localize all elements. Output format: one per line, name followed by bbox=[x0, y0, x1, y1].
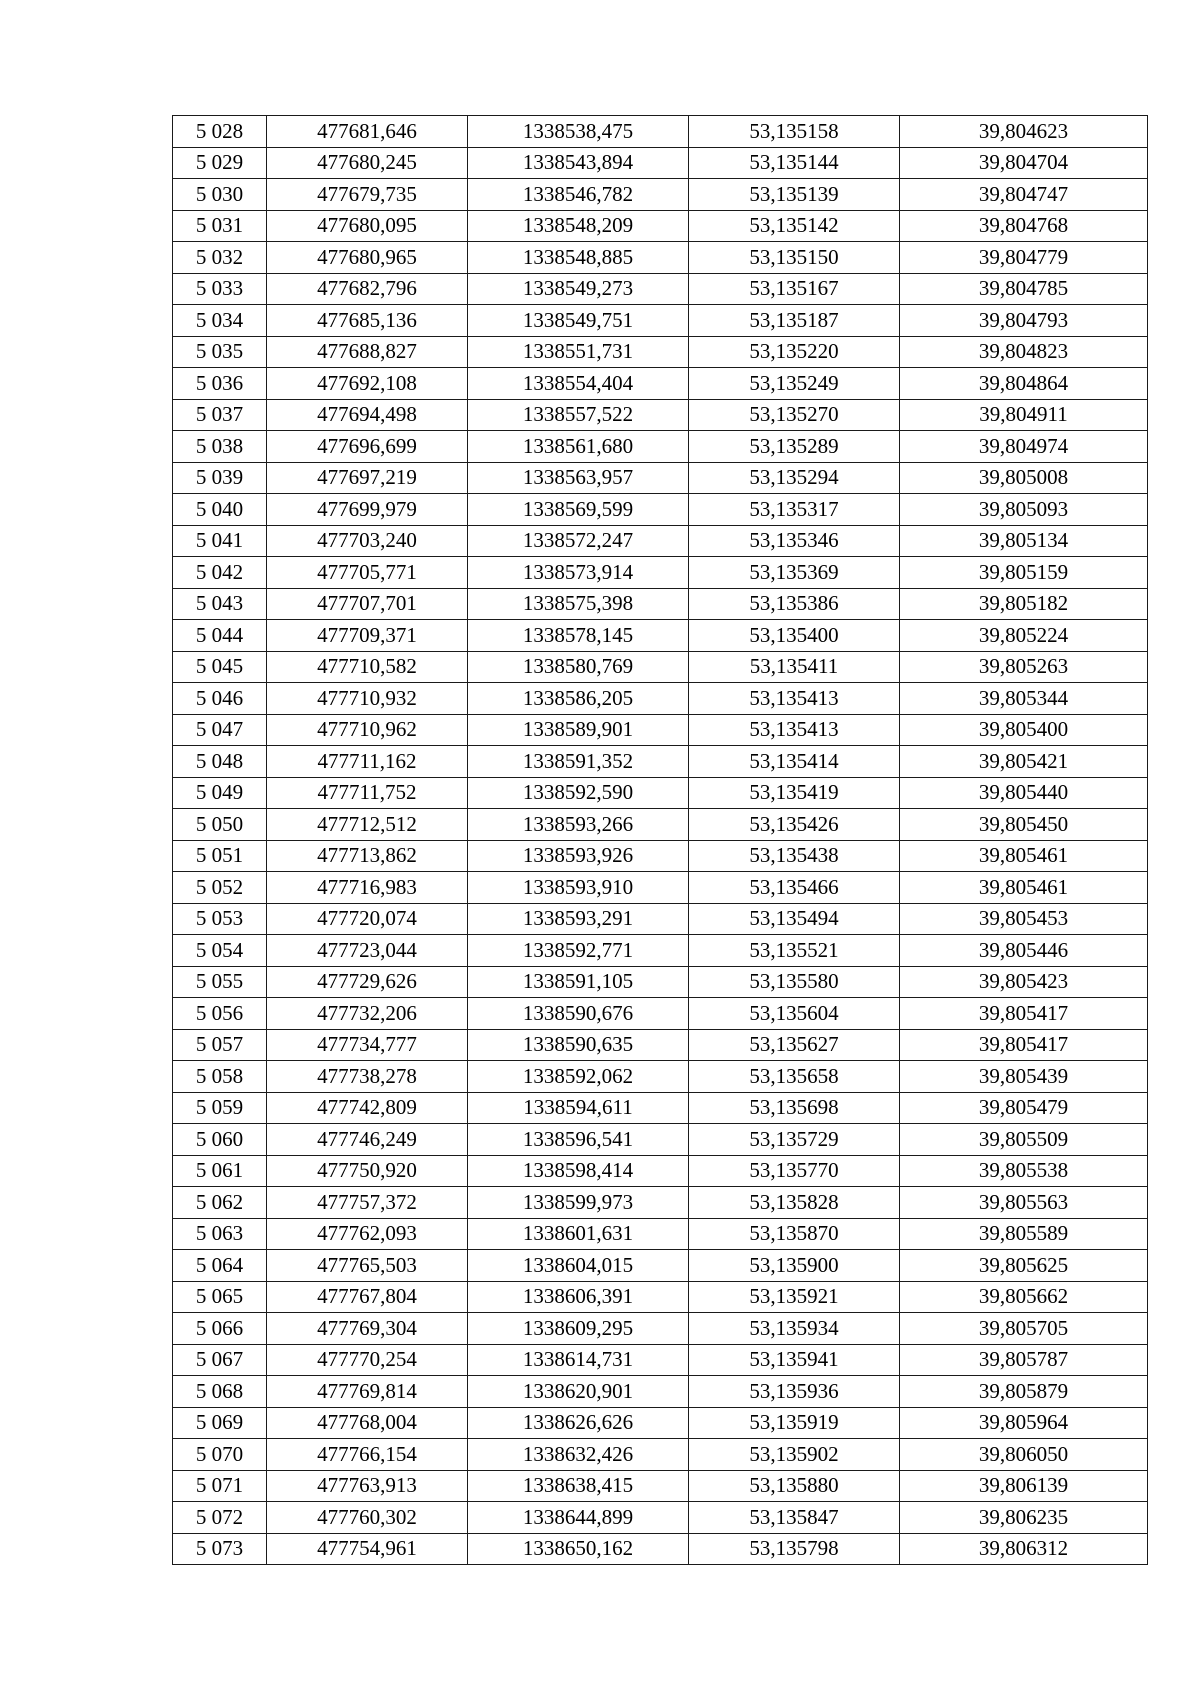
x-coordinate-cell: 477692,108 bbox=[267, 368, 468, 400]
y-coordinate-cell: 1338626,626 bbox=[468, 1407, 689, 1439]
latitude-cell: 53,135144 bbox=[689, 147, 900, 179]
latitude-cell: 53,135317 bbox=[689, 494, 900, 526]
x-coordinate-cell: 477680,245 bbox=[267, 147, 468, 179]
longitude-cell: 39,806050 bbox=[900, 1439, 1148, 1471]
latitude-cell: 53,135400 bbox=[689, 620, 900, 652]
longitude-cell: 39,805224 bbox=[900, 620, 1148, 652]
x-coordinate-cell: 477766,154 bbox=[267, 1439, 468, 1471]
longitude-cell: 39,805093 bbox=[900, 494, 1148, 526]
x-coordinate-cell: 477711,752 bbox=[267, 777, 468, 809]
x-coordinate-cell: 477694,498 bbox=[267, 399, 468, 431]
point-number-cell: 5 041 bbox=[173, 525, 267, 557]
point-number-cell: 5 051 bbox=[173, 840, 267, 872]
point-number-cell: 5 058 bbox=[173, 1061, 267, 1093]
table-row bbox=[173, 1250, 1148, 1282]
latitude-cell: 53,135880 bbox=[689, 1470, 900, 1502]
longitude-cell: 39,805461 bbox=[900, 840, 1148, 872]
longitude-cell: 39,805964 bbox=[900, 1407, 1148, 1439]
latitude-cell: 53,135580 bbox=[689, 966, 900, 998]
x-coordinate-cell: 477738,278 bbox=[267, 1061, 468, 1093]
table-row bbox=[173, 1502, 1148, 1534]
point-number-cell: 5 034 bbox=[173, 305, 267, 337]
latitude-cell: 53,135466 bbox=[689, 872, 900, 904]
y-coordinate-cell: 1338609,295 bbox=[468, 1313, 689, 1345]
x-coordinate-cell: 477696,699 bbox=[267, 431, 468, 463]
latitude-cell: 53,135150 bbox=[689, 242, 900, 274]
table-row bbox=[173, 998, 1148, 1030]
x-coordinate-cell: 477710,962 bbox=[267, 714, 468, 746]
point-number-cell: 5 032 bbox=[173, 242, 267, 274]
latitude-cell: 53,135627 bbox=[689, 1029, 900, 1061]
coordinates-table bbox=[172, 115, 1148, 1565]
longitude-cell: 39,805879 bbox=[900, 1376, 1148, 1408]
point-number-cell: 5 030 bbox=[173, 179, 267, 211]
latitude-cell: 53,135900 bbox=[689, 1250, 900, 1282]
longitude-cell: 39,805182 bbox=[900, 588, 1148, 620]
longitude-cell: 39,804864 bbox=[900, 368, 1148, 400]
x-coordinate-cell: 477681,646 bbox=[267, 116, 468, 148]
point-number-cell: 5 037 bbox=[173, 399, 267, 431]
latitude-cell: 53,135494 bbox=[689, 903, 900, 935]
point-number-cell: 5 065 bbox=[173, 1281, 267, 1313]
longitude-cell: 39,806312 bbox=[900, 1533, 1148, 1565]
point-number-cell: 5 064 bbox=[173, 1250, 267, 1282]
longitude-cell: 39,804911 bbox=[900, 399, 1148, 431]
latitude-cell: 53,135798 bbox=[689, 1533, 900, 1565]
table-row bbox=[173, 147, 1148, 179]
table-row bbox=[173, 714, 1148, 746]
x-coordinate-cell: 477767,804 bbox=[267, 1281, 468, 1313]
table-row bbox=[173, 1376, 1148, 1408]
x-coordinate-cell: 477685,136 bbox=[267, 305, 468, 337]
longitude-cell: 39,805479 bbox=[900, 1092, 1148, 1124]
latitude-cell: 53,135870 bbox=[689, 1218, 900, 1250]
longitude-cell: 39,804823 bbox=[900, 336, 1148, 368]
longitude-cell: 39,804747 bbox=[900, 179, 1148, 211]
x-coordinate-cell: 477703,240 bbox=[267, 525, 468, 557]
table-row bbox=[173, 683, 1148, 715]
longitude-cell: 39,804785 bbox=[900, 273, 1148, 305]
point-number-cell: 5 057 bbox=[173, 1029, 267, 1061]
table-row bbox=[173, 840, 1148, 872]
table-row bbox=[173, 620, 1148, 652]
y-coordinate-cell: 1338593,910 bbox=[468, 872, 689, 904]
point-number-cell: 5 043 bbox=[173, 588, 267, 620]
point-number-cell: 5 069 bbox=[173, 1407, 267, 1439]
point-number-cell: 5 063 bbox=[173, 1218, 267, 1250]
longitude-cell: 39,806139 bbox=[900, 1470, 1148, 1502]
y-coordinate-cell: 1338590,635 bbox=[468, 1029, 689, 1061]
longitude-cell: 39,805423 bbox=[900, 966, 1148, 998]
y-coordinate-cell: 1338593,926 bbox=[468, 840, 689, 872]
table-row bbox=[173, 1061, 1148, 1093]
y-coordinate-cell: 1338620,901 bbox=[468, 1376, 689, 1408]
point-number-cell: 5 050 bbox=[173, 809, 267, 841]
longitude-cell: 39,805134 bbox=[900, 525, 1148, 557]
y-coordinate-cell: 1338593,291 bbox=[468, 903, 689, 935]
x-coordinate-cell: 477709,371 bbox=[267, 620, 468, 652]
x-coordinate-cell: 477699,979 bbox=[267, 494, 468, 526]
point-number-cell: 5 033 bbox=[173, 273, 267, 305]
x-coordinate-cell: 477710,932 bbox=[267, 683, 468, 715]
y-coordinate-cell: 1338551,731 bbox=[468, 336, 689, 368]
x-coordinate-cell: 477760,302 bbox=[267, 1502, 468, 1534]
x-coordinate-cell: 477734,777 bbox=[267, 1029, 468, 1061]
x-coordinate-cell: 477680,095 bbox=[267, 210, 468, 242]
table-row bbox=[173, 1533, 1148, 1565]
x-coordinate-cell: 477688,827 bbox=[267, 336, 468, 368]
point-number-cell: 5 059 bbox=[173, 1092, 267, 1124]
latitude-cell: 53,135941 bbox=[689, 1344, 900, 1376]
y-coordinate-cell: 1338573,914 bbox=[468, 557, 689, 589]
latitude-cell: 53,135604 bbox=[689, 998, 900, 1030]
table-row bbox=[173, 872, 1148, 904]
table-row bbox=[173, 336, 1148, 368]
point-number-cell: 5 028 bbox=[173, 116, 267, 148]
y-coordinate-cell: 1338590,676 bbox=[468, 998, 689, 1030]
x-coordinate-cell: 477754,961 bbox=[267, 1533, 468, 1565]
point-number-cell: 5 040 bbox=[173, 494, 267, 526]
x-coordinate-cell: 477732,206 bbox=[267, 998, 468, 1030]
latitude-cell: 53,135419 bbox=[689, 777, 900, 809]
table-row bbox=[173, 1313, 1148, 1345]
latitude-cell: 53,135289 bbox=[689, 431, 900, 463]
x-coordinate-cell: 477746,249 bbox=[267, 1124, 468, 1156]
x-coordinate-cell: 477697,219 bbox=[267, 462, 468, 494]
longitude-cell: 39,806235 bbox=[900, 1502, 1148, 1534]
y-coordinate-cell: 1338604,015 bbox=[468, 1250, 689, 1282]
y-coordinate-cell: 1338592,590 bbox=[468, 777, 689, 809]
table-row bbox=[173, 368, 1148, 400]
x-coordinate-cell: 477679,735 bbox=[267, 179, 468, 211]
y-coordinate-cell: 1338592,062 bbox=[468, 1061, 689, 1093]
y-coordinate-cell: 1338598,414 bbox=[468, 1155, 689, 1187]
table-row bbox=[173, 1439, 1148, 1471]
x-coordinate-cell: 477762,093 bbox=[267, 1218, 468, 1250]
x-coordinate-cell: 477712,512 bbox=[267, 809, 468, 841]
latitude-cell: 53,135369 bbox=[689, 557, 900, 589]
latitude-cell: 53,135426 bbox=[689, 809, 900, 841]
point-number-cell: 5 029 bbox=[173, 147, 267, 179]
x-coordinate-cell: 477765,503 bbox=[267, 1250, 468, 1282]
longitude-cell: 39,805263 bbox=[900, 651, 1148, 683]
latitude-cell: 53,135698 bbox=[689, 1092, 900, 1124]
point-number-cell: 5 045 bbox=[173, 651, 267, 683]
y-coordinate-cell: 1338575,398 bbox=[468, 588, 689, 620]
point-number-cell: 5 038 bbox=[173, 431, 267, 463]
longitude-cell: 39,805450 bbox=[900, 809, 1148, 841]
y-coordinate-cell: 1338580,769 bbox=[468, 651, 689, 683]
y-coordinate-cell: 1338549,273 bbox=[468, 273, 689, 305]
x-coordinate-cell: 477750,920 bbox=[267, 1155, 468, 1187]
table-row bbox=[173, 1470, 1148, 1502]
longitude-cell: 39,805344 bbox=[900, 683, 1148, 715]
latitude-cell: 53,135847 bbox=[689, 1502, 900, 1534]
latitude-cell: 53,135413 bbox=[689, 714, 900, 746]
point-number-cell: 5 068 bbox=[173, 1376, 267, 1408]
y-coordinate-cell: 1338614,731 bbox=[468, 1344, 689, 1376]
latitude-cell: 53,135413 bbox=[689, 683, 900, 715]
point-number-cell: 5 036 bbox=[173, 368, 267, 400]
point-number-cell: 5 071 bbox=[173, 1470, 267, 1502]
y-coordinate-cell: 1338591,352 bbox=[468, 746, 689, 778]
x-coordinate-cell: 477711,162 bbox=[267, 746, 468, 778]
latitude-cell: 53,135902 bbox=[689, 1439, 900, 1471]
table-row bbox=[173, 1124, 1148, 1156]
point-number-cell: 5 073 bbox=[173, 1533, 267, 1565]
table-row bbox=[173, 179, 1148, 211]
x-coordinate-cell: 477757,372 bbox=[267, 1187, 468, 1219]
latitude-cell: 53,135770 bbox=[689, 1155, 900, 1187]
x-coordinate-cell: 477720,074 bbox=[267, 903, 468, 935]
latitude-cell: 53,135220 bbox=[689, 336, 900, 368]
longitude-cell: 39,804793 bbox=[900, 305, 1148, 337]
point-number-cell: 5 047 bbox=[173, 714, 267, 746]
y-coordinate-cell: 1338546,782 bbox=[468, 179, 689, 211]
point-number-cell: 5 054 bbox=[173, 935, 267, 967]
latitude-cell: 53,135936 bbox=[689, 1376, 900, 1408]
longitude-cell: 39,805563 bbox=[900, 1187, 1148, 1219]
point-number-cell: 5 066 bbox=[173, 1313, 267, 1345]
point-number-cell: 5 055 bbox=[173, 966, 267, 998]
longitude-cell: 39,805159 bbox=[900, 557, 1148, 589]
latitude-cell: 53,135139 bbox=[689, 179, 900, 211]
y-coordinate-cell: 1338644,899 bbox=[468, 1502, 689, 1534]
point-number-cell: 5 035 bbox=[173, 336, 267, 368]
longitude-cell: 39,805705 bbox=[900, 1313, 1148, 1345]
table-row bbox=[173, 777, 1148, 809]
point-number-cell: 5 046 bbox=[173, 683, 267, 715]
longitude-cell: 39,805008 bbox=[900, 462, 1148, 494]
y-coordinate-cell: 1338549,751 bbox=[468, 305, 689, 337]
y-coordinate-cell: 1338592,771 bbox=[468, 935, 689, 967]
table-row bbox=[173, 494, 1148, 526]
longitude-cell: 39,805453 bbox=[900, 903, 1148, 935]
longitude-cell: 39,804779 bbox=[900, 242, 1148, 274]
y-coordinate-cell: 1338561,680 bbox=[468, 431, 689, 463]
latitude-cell: 53,135729 bbox=[689, 1124, 900, 1156]
longitude-cell: 39,805421 bbox=[900, 746, 1148, 778]
table-row bbox=[173, 462, 1148, 494]
point-number-cell: 5 049 bbox=[173, 777, 267, 809]
latitude-cell: 53,135934 bbox=[689, 1313, 900, 1345]
x-coordinate-cell: 477710,582 bbox=[267, 651, 468, 683]
y-coordinate-cell: 1338606,391 bbox=[468, 1281, 689, 1313]
point-number-cell: 5 052 bbox=[173, 872, 267, 904]
y-coordinate-cell: 1338596,541 bbox=[468, 1124, 689, 1156]
x-coordinate-cell: 477713,862 bbox=[267, 840, 468, 872]
x-coordinate-cell: 477680,965 bbox=[267, 242, 468, 274]
y-coordinate-cell: 1338594,611 bbox=[468, 1092, 689, 1124]
point-number-cell: 5 070 bbox=[173, 1439, 267, 1471]
longitude-cell: 39,805440 bbox=[900, 777, 1148, 809]
longitude-cell: 39,805509 bbox=[900, 1124, 1148, 1156]
longitude-cell: 39,804623 bbox=[900, 116, 1148, 148]
point-number-cell: 5 061 bbox=[173, 1155, 267, 1187]
y-coordinate-cell: 1338548,885 bbox=[468, 242, 689, 274]
latitude-cell: 53,135187 bbox=[689, 305, 900, 337]
latitude-cell: 53,135921 bbox=[689, 1281, 900, 1313]
table-row bbox=[173, 557, 1148, 589]
longitude-cell: 39,804704 bbox=[900, 147, 1148, 179]
latitude-cell: 53,135658 bbox=[689, 1061, 900, 1093]
latitude-cell: 53,135386 bbox=[689, 588, 900, 620]
y-coordinate-cell: 1338650,162 bbox=[468, 1533, 689, 1565]
x-coordinate-cell: 477707,701 bbox=[267, 588, 468, 620]
y-coordinate-cell: 1338563,957 bbox=[468, 462, 689, 494]
y-coordinate-cell: 1338578,145 bbox=[468, 620, 689, 652]
latitude-cell: 53,135158 bbox=[689, 116, 900, 148]
table-row bbox=[173, 210, 1148, 242]
latitude-cell: 53,135167 bbox=[689, 273, 900, 305]
y-coordinate-cell: 1338557,522 bbox=[468, 399, 689, 431]
x-coordinate-cell: 477742,809 bbox=[267, 1092, 468, 1124]
y-coordinate-cell: 1338638,415 bbox=[468, 1470, 689, 1502]
y-coordinate-cell: 1338591,105 bbox=[468, 966, 689, 998]
table-row bbox=[173, 273, 1148, 305]
table-row bbox=[173, 399, 1148, 431]
y-coordinate-cell: 1338632,426 bbox=[468, 1439, 689, 1471]
x-coordinate-cell: 477705,771 bbox=[267, 557, 468, 589]
x-coordinate-cell: 477729,626 bbox=[267, 966, 468, 998]
longitude-cell: 39,805662 bbox=[900, 1281, 1148, 1313]
table-row bbox=[173, 935, 1148, 967]
y-coordinate-cell: 1338601,631 bbox=[468, 1218, 689, 1250]
longitude-cell: 39,805461 bbox=[900, 872, 1148, 904]
y-coordinate-cell: 1338554,404 bbox=[468, 368, 689, 400]
longitude-cell: 39,805417 bbox=[900, 998, 1148, 1030]
latitude-cell: 53,135294 bbox=[689, 462, 900, 494]
table-row bbox=[173, 1029, 1148, 1061]
table-row bbox=[173, 525, 1148, 557]
longitude-cell: 39,804974 bbox=[900, 431, 1148, 463]
table-row bbox=[173, 1218, 1148, 1250]
x-coordinate-cell: 477770,254 bbox=[267, 1344, 468, 1376]
table-row bbox=[173, 116, 1148, 148]
table-row bbox=[173, 1281, 1148, 1313]
table-row bbox=[173, 966, 1148, 998]
table-row bbox=[173, 431, 1148, 463]
longitude-cell: 39,805439 bbox=[900, 1061, 1148, 1093]
latitude-cell: 53,135521 bbox=[689, 935, 900, 967]
point-number-cell: 5 044 bbox=[173, 620, 267, 652]
x-coordinate-cell: 477682,796 bbox=[267, 273, 468, 305]
x-coordinate-cell: 477769,814 bbox=[267, 1376, 468, 1408]
x-coordinate-cell: 477716,983 bbox=[267, 872, 468, 904]
table-row bbox=[173, 651, 1148, 683]
longitude-cell: 39,804768 bbox=[900, 210, 1148, 242]
x-coordinate-cell: 477768,004 bbox=[267, 1407, 468, 1439]
latitude-cell: 53,135411 bbox=[689, 651, 900, 683]
point-number-cell: 5 042 bbox=[173, 557, 267, 589]
table-row bbox=[173, 1407, 1148, 1439]
point-number-cell: 5 060 bbox=[173, 1124, 267, 1156]
latitude-cell: 53,135919 bbox=[689, 1407, 900, 1439]
table-row bbox=[173, 903, 1148, 935]
point-number-cell: 5 039 bbox=[173, 462, 267, 494]
point-number-cell: 5 072 bbox=[173, 1502, 267, 1534]
latitude-cell: 53,135414 bbox=[689, 746, 900, 778]
y-coordinate-cell: 1338572,247 bbox=[468, 525, 689, 557]
point-number-cell: 5 053 bbox=[173, 903, 267, 935]
y-coordinate-cell: 1338548,209 bbox=[468, 210, 689, 242]
longitude-cell: 39,805400 bbox=[900, 714, 1148, 746]
y-coordinate-cell: 1338593,266 bbox=[468, 809, 689, 841]
y-coordinate-cell: 1338599,973 bbox=[468, 1187, 689, 1219]
point-number-cell: 5 062 bbox=[173, 1187, 267, 1219]
x-coordinate-cell: 477763,913 bbox=[267, 1470, 468, 1502]
latitude-cell: 53,135270 bbox=[689, 399, 900, 431]
longitude-cell: 39,805787 bbox=[900, 1344, 1148, 1376]
y-coordinate-cell: 1338543,894 bbox=[468, 147, 689, 179]
x-coordinate-cell: 477723,044 bbox=[267, 935, 468, 967]
latitude-cell: 53,135438 bbox=[689, 840, 900, 872]
table-row bbox=[173, 1187, 1148, 1219]
table-row bbox=[173, 588, 1148, 620]
longitude-cell: 39,805625 bbox=[900, 1250, 1148, 1282]
x-coordinate-cell: 477769,304 bbox=[267, 1313, 468, 1345]
table-row bbox=[173, 746, 1148, 778]
latitude-cell: 53,135346 bbox=[689, 525, 900, 557]
table-row bbox=[173, 1092, 1148, 1124]
y-coordinate-cell: 1338538,475 bbox=[468, 116, 689, 148]
latitude-cell: 53,135828 bbox=[689, 1187, 900, 1219]
table-row bbox=[173, 1155, 1148, 1187]
longitude-cell: 39,805589 bbox=[900, 1218, 1148, 1250]
latitude-cell: 53,135249 bbox=[689, 368, 900, 400]
table-row bbox=[173, 1344, 1148, 1376]
table-row bbox=[173, 809, 1148, 841]
coordinates-table-body bbox=[173, 116, 1148, 1565]
latitude-cell: 53,135142 bbox=[689, 210, 900, 242]
table-row bbox=[173, 305, 1148, 337]
longitude-cell: 39,805538 bbox=[900, 1155, 1148, 1187]
y-coordinate-cell: 1338586,205 bbox=[468, 683, 689, 715]
point-number-cell: 5 056 bbox=[173, 998, 267, 1030]
table-row bbox=[173, 242, 1148, 274]
point-number-cell: 5 031 bbox=[173, 210, 267, 242]
y-coordinate-cell: 1338589,901 bbox=[468, 714, 689, 746]
longitude-cell: 39,805417 bbox=[900, 1029, 1148, 1061]
point-number-cell: 5 067 bbox=[173, 1344, 267, 1376]
point-number-cell: 5 048 bbox=[173, 746, 267, 778]
y-coordinate-cell: 1338569,599 bbox=[468, 494, 689, 526]
longitude-cell: 39,805446 bbox=[900, 935, 1148, 967]
